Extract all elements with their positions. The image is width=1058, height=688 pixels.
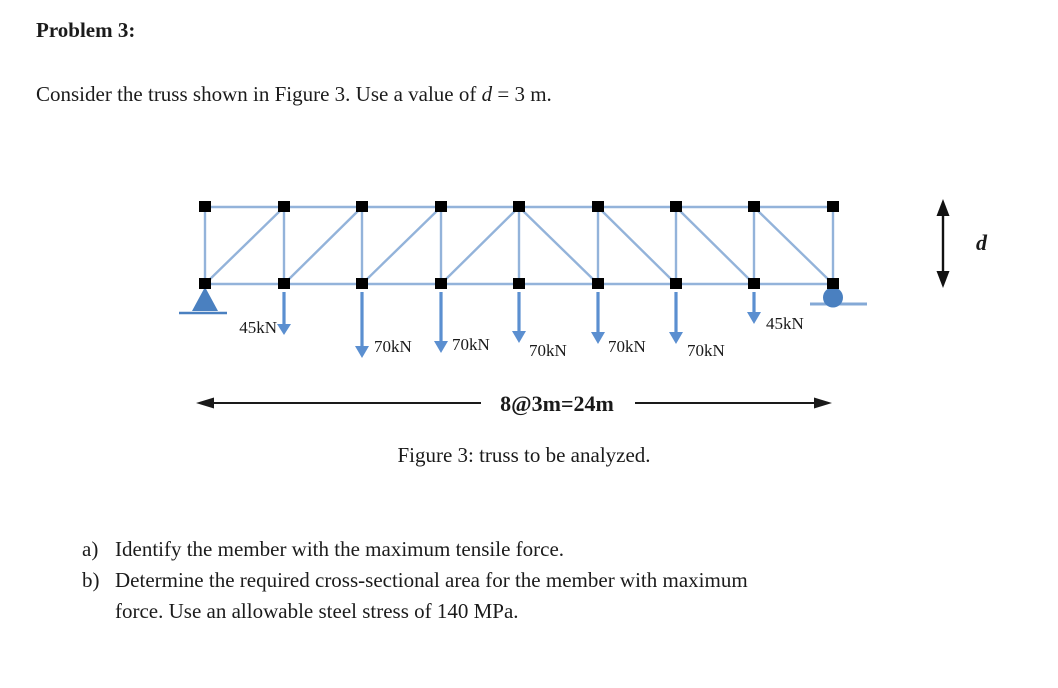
diagonal-member [519,207,598,284]
load-label: 70kN [687,341,725,360]
pin-triangle [192,287,218,311]
load-label: 70kN [452,335,490,354]
dimension-arrowhead-right [814,398,832,409]
node [199,278,211,289]
node [435,278,447,289]
node [592,278,604,289]
question-b [82,565,1032,627]
question-b-line-1: Determine the required cross-sectional area for the member with maximum [115,568,748,592]
diagonal-member [284,207,362,284]
load-label: 70kN [374,337,412,356]
intro-text-suffix: = 3 m. [492,82,552,106]
node [827,201,839,212]
question-a-text: Identify the member with the maximum tensile force. [115,537,565,561]
question-b-marker: b) [82,568,100,592]
diagonal-member [598,207,676,284]
node [356,201,368,212]
diagonal-member [676,207,754,284]
node [199,201,211,212]
dimension-arrowhead-left [196,398,214,409]
diagonal-member [754,207,833,284]
node [748,201,760,212]
node [827,278,839,289]
node [513,201,525,212]
load-arrow-45kN-left [277,292,291,335]
node [356,278,368,289]
diagonal-member [205,207,284,284]
figure-caption: Figure 3: truss to be analyzed. [397,443,651,467]
node [592,201,604,212]
node [278,278,290,289]
node [670,201,682,212]
load-label: 45kN [766,314,804,333]
load-arrow-70kN-1 [355,292,369,358]
load-label: 70kN [529,341,567,360]
load-label: 45kN [239,318,277,337]
roller-circle [823,288,843,308]
question-list [82,534,1032,627]
node [670,278,682,289]
question-b-text [115,565,1032,627]
truss-members [205,207,833,284]
node [435,201,447,212]
load-arrow-45kN-right [747,292,761,324]
problem-title: Problem 3: [36,18,136,42]
diagonal-member [441,207,519,284]
question-a [82,534,1032,565]
depth-arrowhead-up [937,199,950,216]
depth-arrowhead-down [937,271,950,288]
question-b-line-2: force. Use an allowable steel stress of 140 MPa. [115,599,519,623]
question-a-marker: a) [82,537,99,561]
span-dimension-label: 8@3m=24m [500,391,614,416]
load-arrow-70kN-2 [434,292,448,353]
node [748,278,760,289]
pin-support [179,287,227,313]
load-arrow-70kN-4 [591,292,605,344]
diagonal-member [362,207,441,284]
load-arrow-70kN-3 [512,292,526,343]
depth-dimension-label: d [976,230,987,255]
depth-dimension [937,199,950,288]
load-arrow-70kN-5 [669,292,683,344]
intro-variable-d: d [481,82,493,106]
roller-support [810,288,867,308]
load-label: 70kN [608,337,646,356]
node [513,278,525,289]
node [278,201,290,212]
intro-text-prefix: Consider the truss shown in Figure 3. Use a value of [36,82,482,106]
